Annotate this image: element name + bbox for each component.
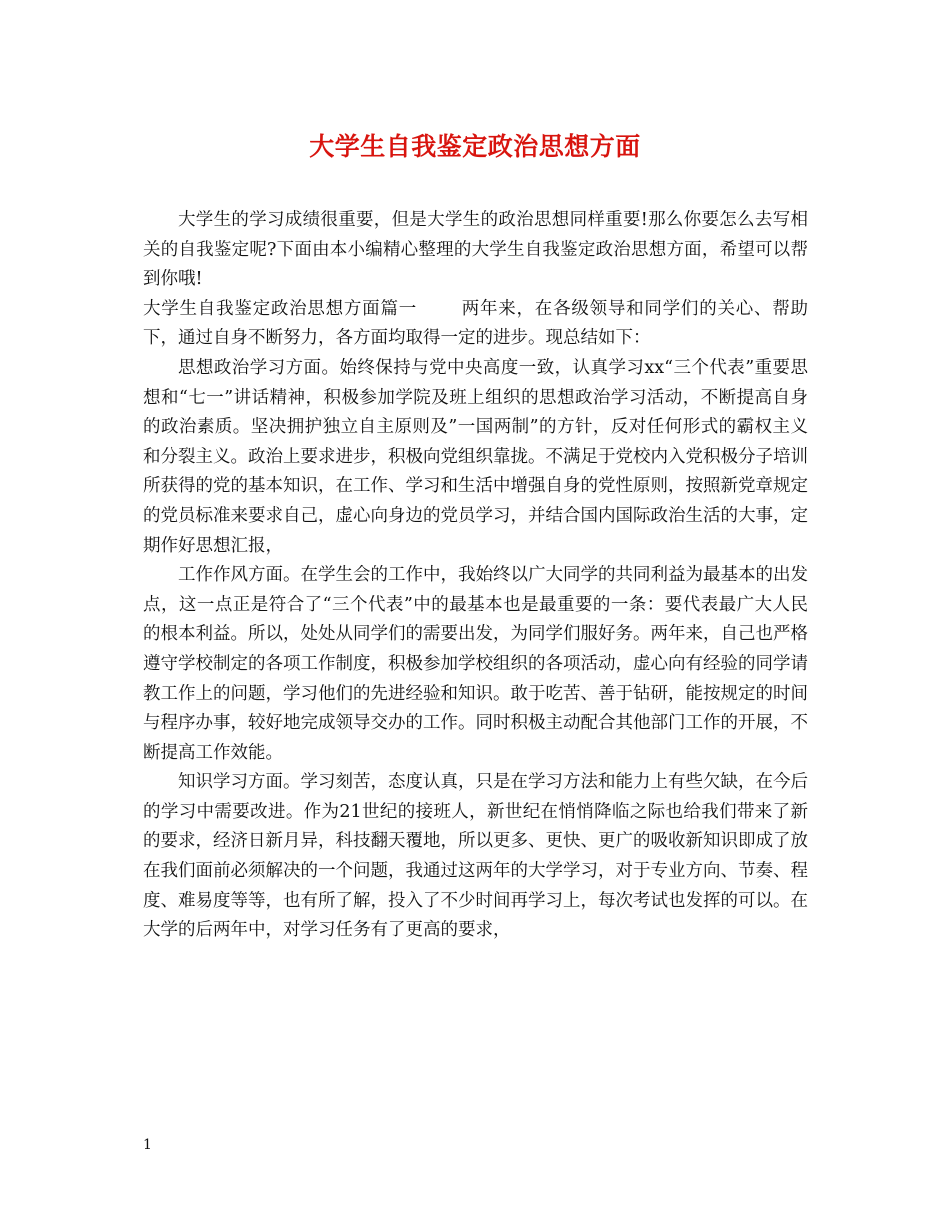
document-body (143, 206, 808, 946)
section-one-text: 两年来，在各级领导和同学们的关心、帮助下，通过自身不断努力，各方面均取得一定的进步。现总结如下： (143, 298, 809, 349)
section-heading: 大学生自我鉴定政治思想方面篇一 (143, 298, 417, 319)
paragraph-political-study: 思想政治学习方面。始终保持与党中央高度一致，认真学习xx“三个代表”重要思想和“七一”讲话精神，积极参加学院及班上组织的思想政治学习活动，不断提高自身的政治素质。坚决拥护独立自主原则及”一国两制”的方针，反对任何形式的霸权主义和分裂主义。政治上要求进步，积极向党组织靠拢。不满足于党校内入党积极分子培训所获得的党的基本知识，在工作、学习和生活中增强自身的党性原则，按照新党章规定的党员标准来要求自己，虚心向身边的党员学习，并结合国内国际政治生活的大事，定期作好思想汇报， (143, 357, 808, 556)
paragraph-intro: 大学生的学习成绩很重要，但是大学生的政治思想同样重要!那么你要怎么去写相关的自我鉴定呢?下面由本小编精心整理的大学生自我鉴定政治思想方面，希望可以帮到你哦! (143, 210, 808, 290)
paragraph-work-style: 工作作风方面。在学生会的工作中，我始终以广大同学的共同利益为最基本的出发点，这一点正是符合了“三个代表”中的最基本也是最重要的一条：要代表最广大人民的根本利益。所以，处处从同学们的需要出发，为同学们服好务。两年来，自己也严格遵守学校制定的各项工作制度，积极参加学校组织的各项活动，虚心向有经验的同学请教工作上的问题，学习他们的先进经验和知识。敢于吃苦、善于钻研，能按规定的时间与程序办事，较好地完成领导交办的工作。同时积极主动配合其他部门工作的开展，不断提高工作效能。 (143, 565, 808, 763)
paragraph-knowledge-study: 知识学习方面。学习刻苦，态度认真，只是在学习方法和能力上有些欠缺，在今后的学习中需要改进。作为21世纪的接班人，新世纪在悄悄降临之际也给我们带来了新的要求，经济日新月异，科技翻天覆地，所以更多、更快、更广的吸收新知识即成了放在我们面前必须解决的一个问题，我通过这两年的大学学习，对于专业方向、节奏、程度、难易度等等，也有所了解，投入了不少时间再学习上，每次考试也发挥的可以。在大学的后两年中，对学习任务有了更高的要求， (143, 772, 808, 941)
paragraph-section-one (143, 295, 808, 354)
page-title: 大学生自我鉴定政治思想方面 (309, 132, 641, 161)
page-number: 1 (143, 1137, 152, 1153)
